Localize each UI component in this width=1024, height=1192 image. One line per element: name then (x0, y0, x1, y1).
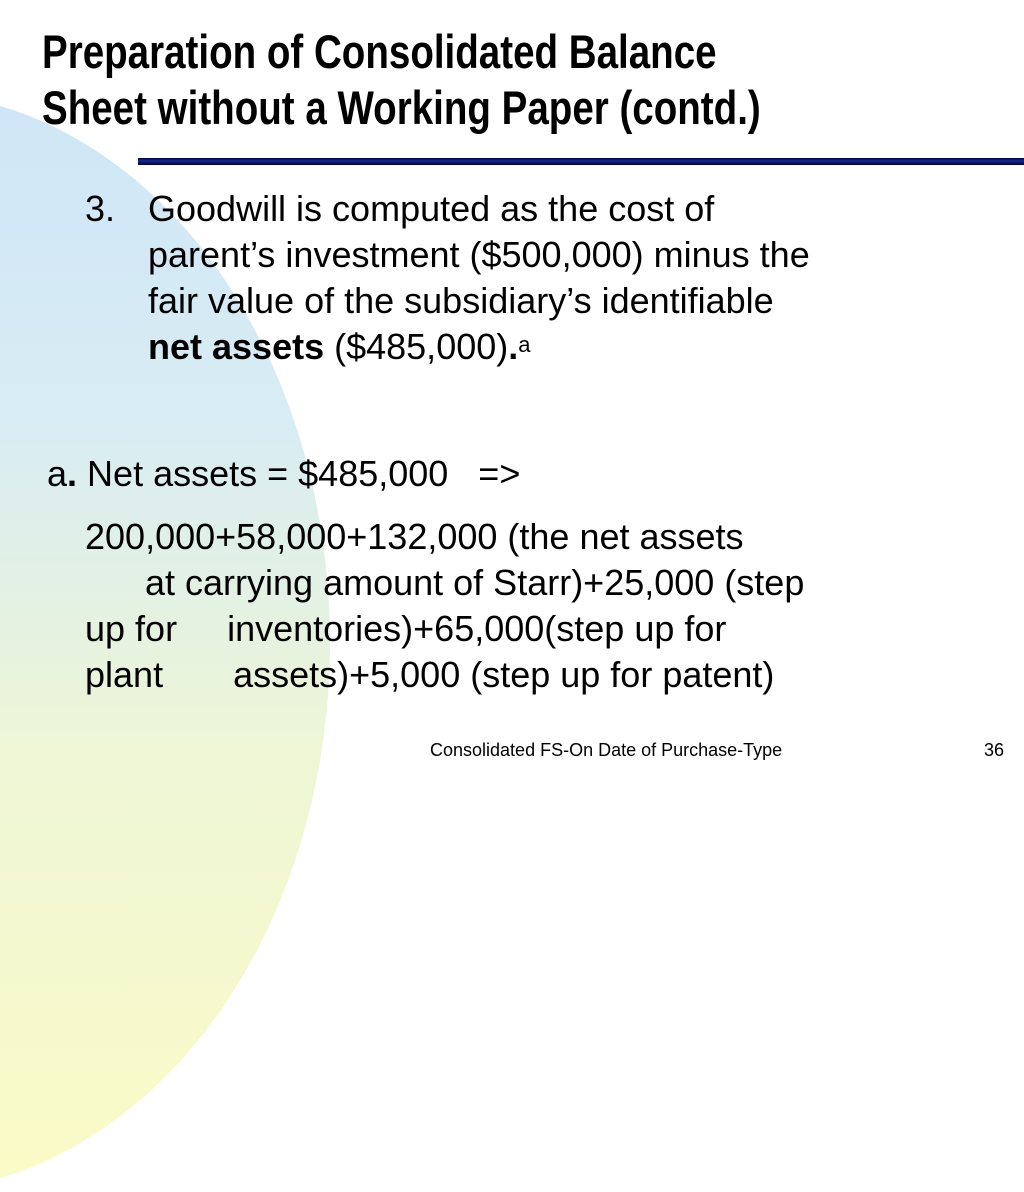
title-divider (138, 158, 1024, 165)
footnote-a (47, 451, 520, 497)
footer-caption: Consolidated FS-On Date of Purchase-Type (430, 740, 783, 760)
footnote-text: Net assets = $485,000 => (77, 453, 521, 494)
calc-line-3: up for inventories)+65,000(step up for (85, 608, 727, 649)
item-3-line-1: Goodwill is computed as the cost of (148, 188, 715, 229)
footnote-marker: a (518, 332, 531, 357)
item-3-line-3: fair value of the subsidiary’s identifiable (148, 280, 774, 321)
footnote-letter: a (47, 453, 68, 494)
net-assets-calculation (85, 514, 804, 698)
page-number: 36 (984, 740, 1005, 760)
net-assets-term: net assets (148, 326, 325, 367)
calc-line-4: plant assets)+5,000 (step up for patent) (85, 654, 775, 695)
item-3-number: 3. (85, 188, 116, 229)
calc-line-2: at carrying amount of Starr)+25,000 (step (85, 562, 805, 603)
slide-title-line-2: Sheet without a Working Paper (contd.) (42, 81, 761, 134)
footnote-period: . (67, 453, 78, 494)
item-3-text (148, 186, 1008, 370)
slide-title-line-1: Preparation of Consolidated Balance (42, 25, 717, 78)
item-3-period: . (508, 326, 519, 367)
calc-line-1: 200,000+58,000+132,000 (the net assets (85, 516, 744, 557)
slide-title (42, 24, 1024, 136)
item-3-line-4 (148, 324, 1008, 370)
item-3-tail: ($485,000) (324, 326, 509, 367)
item-3-line-2: parent’s investment ($500,000) minus the (148, 234, 810, 275)
